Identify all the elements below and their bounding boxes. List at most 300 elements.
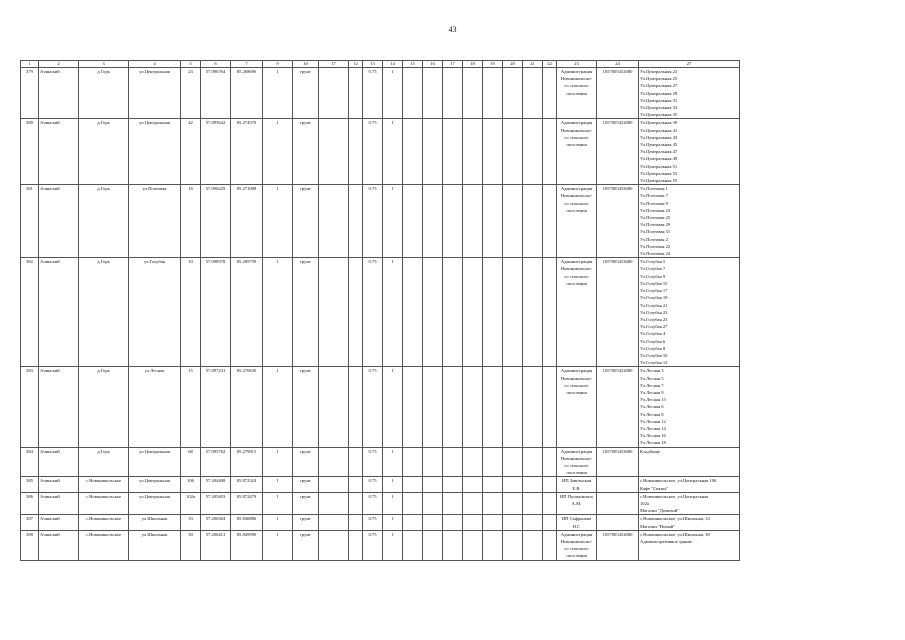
- owner-line: Администрация: [560, 259, 593, 265]
- column-header: 9: [263, 61, 293, 68]
- empty-cell: [349, 119, 363, 185]
- table-row: [21, 258, 740, 367]
- empty-cell: [483, 492, 503, 515]
- empty-cell: [503, 477, 523, 492]
- empty-cell: [423, 367, 443, 447]
- served-object-line: Кафе "Сказка": [640, 485, 669, 491]
- served-object-line: Ул.Почтовая 7: [640, 193, 668, 199]
- empty-cell: [543, 492, 557, 515]
- empty-cell: [443, 530, 463, 560]
- house-number-cell: 33: [181, 515, 201, 530]
- row-number: 379: [21, 68, 39, 119]
- served-objects-cell: [639, 477, 740, 492]
- empty-cell: [463, 492, 483, 515]
- empty-cell: [543, 367, 557, 447]
- empty-cell: [463, 447, 483, 477]
- served-object-line: Ул.Центральная 35: [640, 112, 678, 118]
- longitude-cell: 85.846886: [231, 515, 263, 530]
- owner-cell: [557, 530, 597, 560]
- served-object-line: Ул.Центральная 45: [640, 142, 678, 148]
- column-header: 27: [639, 61, 740, 68]
- count-cell: 1: [383, 119, 403, 185]
- longitude-cell: 85.849990: [231, 530, 263, 560]
- district-cell: Ачинский: [39, 119, 79, 185]
- empty-cell: [443, 515, 463, 530]
- served-object-line: Ул.Почтовая 9: [640, 200, 668, 206]
- longitude-cell: 85.269759: [231, 258, 263, 367]
- served-objects-cell: [639, 492, 740, 515]
- empty-cell: [349, 515, 363, 530]
- column-header: 3: [79, 61, 129, 68]
- latitude-cell: 57.097231: [201, 367, 231, 447]
- column-header: 1: [21, 61, 39, 68]
- surface-cell: грунт: [293, 492, 319, 515]
- row-number: 383: [21, 367, 39, 447]
- empty-cell: [503, 185, 523, 258]
- container-quantity-cell: 1: [263, 530, 293, 560]
- served-object-line: Ул.Лесная 16: [640, 433, 666, 439]
- empty-cell: [503, 492, 523, 515]
- served-object-line: Кладбище: [640, 448, 661, 454]
- served-object-line: Ул.Центральная 39: [640, 120, 678, 126]
- empty-cell: [543, 530, 557, 560]
- column-header: 12: [349, 61, 363, 68]
- column-header: 14: [383, 61, 403, 68]
- table-row: [21, 68, 740, 119]
- served-object-line: Ул.Голубая 4: [640, 331, 666, 337]
- column-header: 5: [181, 61, 201, 68]
- ogrn-cell: 1057005452680: [597, 68, 639, 119]
- owner-line: Новоникольско-: [560, 375, 593, 381]
- served-object-line: Ул.Почтовая 22: [640, 243, 671, 249]
- served-object-line: Ул.Голубая 12: [640, 360, 668, 366]
- empty-cell: [349, 477, 363, 492]
- column-header: 19: [483, 61, 503, 68]
- owner-line: Новоникольско-: [560, 455, 593, 461]
- column-header: 15: [403, 61, 423, 68]
- count-cell: 1: [383, 530, 403, 560]
- served-object-line: Административное здание: [640, 539, 692, 544]
- district-cell: Ачинский: [39, 515, 79, 530]
- served-object-line: Ул.Лесная 7: [640, 382, 664, 388]
- latitude-cell: 57.204408: [201, 477, 231, 492]
- owner-line: го сельского: [564, 382, 589, 388]
- empty-cell: [483, 68, 503, 119]
- served-object-line: Ул.Лесная 6: [640, 404, 664, 410]
- empty-cell: [463, 258, 483, 367]
- surface-cell: грунт: [293, 258, 319, 367]
- container-quantity-cell: 1: [263, 477, 293, 492]
- settlement-cell: д.Горь: [79, 258, 129, 367]
- empty-cell: [443, 119, 463, 185]
- volume-cell: 0.75: [363, 185, 383, 258]
- settlement-cell: д.Горь: [79, 68, 129, 119]
- served-object-line: Ул.Почтовая 1: [640, 186, 668, 192]
- owner-line: Администрация: [560, 368, 593, 374]
- district-cell: Ачинский: [39, 530, 79, 560]
- column-header: 16: [423, 61, 443, 68]
- column-header: 22: [543, 61, 557, 68]
- owner-cell: [557, 367, 597, 447]
- column-header: 2: [39, 61, 79, 68]
- ogrn-cell: 1057005452680: [597, 447, 639, 477]
- street-cell: ул.Школьная: [129, 515, 181, 530]
- empty-cell: [443, 447, 463, 477]
- owner-line: Администрация: [560, 448, 593, 454]
- served-object-line: Ул.Почтовая 23: [640, 207, 671, 213]
- empty-cell: [403, 492, 423, 515]
- table-row: [21, 119, 740, 185]
- empty-cell: [423, 119, 443, 185]
- empty-cell: [319, 447, 349, 477]
- header-row: [21, 61, 740, 68]
- empty-cell: [319, 185, 349, 258]
- latitude-cell: 57.206413: [201, 530, 231, 560]
- owner-line: ИП Сафронова: [561, 516, 592, 522]
- empty-cell: [403, 477, 423, 492]
- latitude-cell: 57.096764: [201, 68, 231, 119]
- table-row: [21, 367, 740, 447]
- served-object-line: Ул.Лесная 12: [640, 418, 666, 424]
- empty-cell: [503, 367, 523, 447]
- district-cell: Ачинский: [39, 492, 79, 515]
- district-cell: Ачинский: [39, 477, 79, 492]
- house-number-cell: 15: [181, 367, 201, 447]
- served-object-line: Ул.Лесная 18: [640, 440, 666, 446]
- owner-line: поселения: [566, 90, 587, 96]
- owner-line: поселения: [566, 280, 587, 286]
- owner-line: Администрация: [560, 69, 593, 74]
- served-object-line: Ул.Центральная 49: [640, 156, 678, 162]
- volume-cell: 0.75: [363, 258, 383, 367]
- empty-cell: [523, 477, 543, 492]
- served-object-line: Ул.Лесная 14: [640, 425, 666, 431]
- latitude-cell: 57.095642: [201, 119, 231, 185]
- served-objects-cell: [639, 119, 740, 185]
- table-row: [21, 185, 740, 258]
- served-object-line: Ул.Центральная 51: [640, 163, 678, 169]
- served-object-line: Ул.Центральная 29: [640, 90, 678, 96]
- table-row: [21, 530, 740, 560]
- served-object-line: Ул.Голубая 9: [640, 273, 666, 279]
- owner-line: Администрация: [560, 531, 593, 537]
- settlement-cell: д.Горь: [79, 185, 129, 258]
- street-cell: ул.Центральная: [129, 68, 181, 119]
- street-cell: ул.Центральная: [129, 447, 181, 477]
- empty-cell: [543, 477, 557, 492]
- owner-line: го сельского: [564, 462, 589, 468]
- served-object-line: Ул.Лесная 8: [640, 411, 664, 417]
- served-object-line: с.Новоникольское, ул.Центральная: [640, 493, 709, 499]
- served-object-line: Ул.Центральная 43: [640, 134, 678, 140]
- row-number: 385: [21, 477, 39, 492]
- house-number-cell: 23: [181, 68, 201, 119]
- empty-cell: [543, 447, 557, 477]
- ogrn-cell: 1057005452680: [597, 258, 639, 367]
- column-header: 23: [557, 61, 597, 68]
- container-quantity-cell: 1: [263, 68, 293, 119]
- empty-cell: [319, 477, 349, 492]
- owner-line: ИП Завгенская: [562, 478, 591, 484]
- served-object-line: Ул.Голубая 8: [640, 345, 666, 351]
- empty-cell: [403, 530, 423, 560]
- empty-cell: [503, 258, 523, 367]
- column-header: 20: [503, 61, 523, 68]
- column-header: 10: [293, 61, 319, 68]
- empty-cell: [483, 185, 503, 258]
- street-cell: ул.Центральная: [129, 119, 181, 185]
- empty-cell: [483, 477, 503, 492]
- settlement-cell: с.Новоникольское: [79, 515, 129, 530]
- container-quantity-cell: 1: [263, 367, 293, 447]
- served-object-line: Ул.Почтовая 2: [640, 236, 668, 242]
- served-object-line: Ул.Центральная 41: [640, 127, 678, 133]
- page-number: 43: [448, 25, 457, 34]
- served-object-line: Ул.Почтовая 24: [640, 251, 671, 257]
- column-header: 17: [319, 61, 349, 68]
- empty-cell: [523, 258, 543, 367]
- owner-line: го сельского: [564, 546, 589, 552]
- count-cell: 1: [383, 447, 403, 477]
- longitude-cell: 85.268696: [231, 68, 263, 119]
- served-object-line: Ул.Центральная 47: [640, 149, 678, 155]
- table-row: [21, 515, 740, 530]
- container-quantity-cell: 1: [263, 258, 293, 367]
- ogrn-cell: 1057005452680: [597, 119, 639, 185]
- served-object-line: 102а: [640, 500, 649, 506]
- owner-cell: [557, 492, 597, 515]
- empty-cell: [483, 447, 503, 477]
- empty-cell: [423, 492, 443, 515]
- served-objects-cell: [639, 515, 740, 530]
- owner-line: го сельского: [564, 134, 589, 140]
- count-cell: 1: [383, 68, 403, 119]
- empty-cell: [543, 258, 557, 367]
- volume-cell: 0.75: [363, 68, 383, 119]
- empty-cell: [463, 515, 483, 530]
- volume-cell: 0.75: [363, 477, 383, 492]
- empty-cell: [463, 530, 483, 560]
- street-cell: ул.Почтовая: [129, 185, 181, 258]
- empty-cell: [319, 515, 349, 530]
- empty-cell: [503, 119, 523, 185]
- container-quantity-cell: 1: [263, 119, 293, 185]
- street-cell: ул.Лесная: [129, 367, 181, 447]
- empty-cell: [403, 367, 423, 447]
- empty-cell: [463, 119, 483, 185]
- column-header: 18: [463, 61, 483, 68]
- owner-line: поселения: [566, 553, 587, 559]
- longitude-cell: 85.274376: [231, 119, 263, 185]
- empty-cell: [443, 477, 463, 492]
- empty-cell: [503, 515, 523, 530]
- column-header: 7: [231, 61, 263, 68]
- table-row: [21, 492, 740, 515]
- empty-cell: [423, 530, 443, 560]
- empty-cell: [349, 492, 363, 515]
- count-cell: 1: [383, 367, 403, 447]
- empty-cell: [543, 68, 557, 119]
- served-object-line: Ул.Голубая 19: [640, 295, 668, 301]
- served-object-line: с.Новоникольское, ул.Школьная, 30: [640, 531, 710, 537]
- district-cell: Ачинский: [39, 185, 79, 258]
- surface-cell: грунт: [293, 477, 319, 492]
- row-number: 386: [21, 492, 39, 515]
- owner-line: Е.В.: [572, 485, 581, 491]
- house-number-cell: 106: [181, 477, 201, 492]
- street-cell: ул.Школьная: [129, 530, 181, 560]
- empty-cell: [349, 68, 363, 119]
- column-header: 4: [129, 61, 181, 68]
- served-object-line: Ул.Почтовая 29: [640, 222, 671, 228]
- column-header: 21: [523, 61, 543, 68]
- table-row: [21, 447, 740, 477]
- empty-cell: [423, 68, 443, 119]
- owner-cell: [557, 185, 597, 258]
- owner-line: Н.Г.: [572, 523, 581, 529]
- empty-cell: [319, 119, 349, 185]
- registry-table: [20, 60, 740, 561]
- column-header: 13: [363, 61, 383, 68]
- street-cell: ул.Центральная: [129, 492, 181, 515]
- served-object-line: Ул.Голубая 7: [640, 266, 666, 272]
- house-number-cell: 42: [181, 119, 201, 185]
- empty-cell: [403, 258, 423, 367]
- house-number-cell: 102а: [181, 492, 201, 515]
- count-cell: 1: [383, 258, 403, 367]
- empty-cell: [443, 367, 463, 447]
- count-cell: 1: [383, 185, 403, 258]
- latitude-cell: 57.098378: [201, 258, 231, 367]
- volume-cell: 0.75: [363, 367, 383, 447]
- empty-cell: [443, 258, 463, 367]
- ogrn-cell: 1057005452680: [597, 530, 639, 560]
- served-objects-cell: [639, 530, 740, 560]
- empty-cell: [403, 185, 423, 258]
- row-number: 387: [21, 515, 39, 530]
- empty-cell: [403, 515, 423, 530]
- empty-cell: [543, 185, 557, 258]
- served-object-line: Магазин "Новый": [640, 523, 676, 529]
- district-cell: Ачинский: [39, 367, 79, 447]
- served-object-line: Ул.Голубая 21: [640, 302, 668, 308]
- served-object-line: Ул.Почтовая 31: [640, 229, 671, 235]
- served-object-line: Ул.Голубая 17: [640, 288, 668, 294]
- owner-line: Новоникольско-: [560, 76, 593, 82]
- empty-cell: [483, 367, 503, 447]
- ogrn-cell: 1057005452680: [597, 367, 639, 447]
- container-quantity-cell: 1: [263, 185, 293, 258]
- served-object-line: Ул.Лесная 3: [640, 368, 664, 374]
- longitude-cell: 85.271008: [231, 185, 263, 258]
- ogrn-cell: [597, 492, 639, 515]
- settlement-cell: с.Новоникольское: [79, 492, 129, 515]
- empty-cell: [503, 530, 523, 560]
- container-quantity-cell: 1: [263, 492, 293, 515]
- owner-cell: [557, 119, 597, 185]
- empty-cell: [319, 367, 349, 447]
- served-object-line: Ул.Лесная 5: [640, 375, 664, 381]
- longitude-cell: 85.279815: [231, 447, 263, 477]
- empty-cell: [319, 530, 349, 560]
- owner-line: Новоникольско-: [560, 127, 593, 133]
- street-cell: ул.Центральная: [129, 477, 181, 492]
- owner-line: поселения: [566, 207, 587, 213]
- empty-cell: [349, 367, 363, 447]
- empty-cell: [443, 492, 463, 515]
- served-object-line: с.Новоникольское, ул.Центральная 106: [640, 478, 717, 484]
- owner-line: Новоникольско-: [560, 266, 593, 272]
- owner-cell: [557, 68, 597, 119]
- longitude-cell: 85.872479: [231, 492, 263, 515]
- served-object-line: Ул.Лесная 15: [640, 397, 666, 403]
- empty-cell: [483, 530, 503, 560]
- owner-line: ИП Пушкинских: [559, 493, 594, 499]
- count-cell: 1: [383, 515, 403, 530]
- owner-cell: [557, 515, 597, 530]
- served-object-line: Ул.Голубая 10: [640, 352, 668, 358]
- empty-cell: [423, 515, 443, 530]
- served-objects-cell: [639, 258, 740, 367]
- empty-cell: [523, 185, 543, 258]
- volume-cell: 0.75: [363, 492, 383, 515]
- settlement-cell: д.Горь: [79, 447, 129, 477]
- served-object-line: Ул.Голубая 23: [640, 309, 668, 315]
- served-object-line: Ул.Центральная 55: [640, 178, 678, 184]
- owner-line: поселения: [566, 389, 587, 395]
- empty-cell: [319, 492, 349, 515]
- served-object-line: с.Новоникольское, ул.Школьная, 33: [640, 516, 710, 522]
- owner-cell: [557, 477, 597, 492]
- empty-cell: [463, 68, 483, 119]
- latitude-cell: 57.095762: [201, 447, 231, 477]
- owner-cell: [557, 447, 597, 477]
- volume-cell: 0.75: [363, 447, 383, 477]
- served-object-line: Магазин "Домовой": [640, 508, 680, 514]
- empty-cell: [503, 447, 523, 477]
- empty-cell: [503, 68, 523, 119]
- served-objects-cell: [639, 367, 740, 447]
- served-object-line: Ул.Центральная 25: [640, 76, 678, 82]
- empty-cell: [403, 68, 423, 119]
- street-cell: ул.Голубая: [129, 258, 181, 367]
- empty-cell: [423, 258, 443, 367]
- served-object-line: Ул.Голубая 27: [640, 324, 668, 330]
- owner-line: поселения: [566, 470, 587, 476]
- row-number: 382: [21, 258, 39, 367]
- house-number-cell: 10: [181, 258, 201, 367]
- served-object-line: Ул.Центральная 23: [640, 69, 678, 74]
- owner-cell: [557, 258, 597, 367]
- house-number-cell: 68: [181, 447, 201, 477]
- empty-cell: [349, 447, 363, 477]
- row-number: 384: [21, 447, 39, 477]
- surface-cell: грунт: [293, 185, 319, 258]
- empty-cell: [543, 119, 557, 185]
- volume-cell: 0.75: [363, 119, 383, 185]
- settlement-cell: с.Новоникольское: [79, 477, 129, 492]
- empty-cell: [543, 515, 557, 530]
- ogrn-cell: [597, 477, 639, 492]
- count-cell: 1: [383, 477, 403, 492]
- ogrn-cell: 1057005452680: [597, 185, 639, 258]
- count-cell: 1: [383, 492, 403, 515]
- empty-cell: [483, 258, 503, 367]
- empty-cell: [349, 258, 363, 367]
- served-object-line: Ул.Голубая 6: [640, 338, 666, 344]
- empty-cell: [423, 447, 443, 477]
- latitude-cell: 57.206304: [201, 515, 231, 530]
